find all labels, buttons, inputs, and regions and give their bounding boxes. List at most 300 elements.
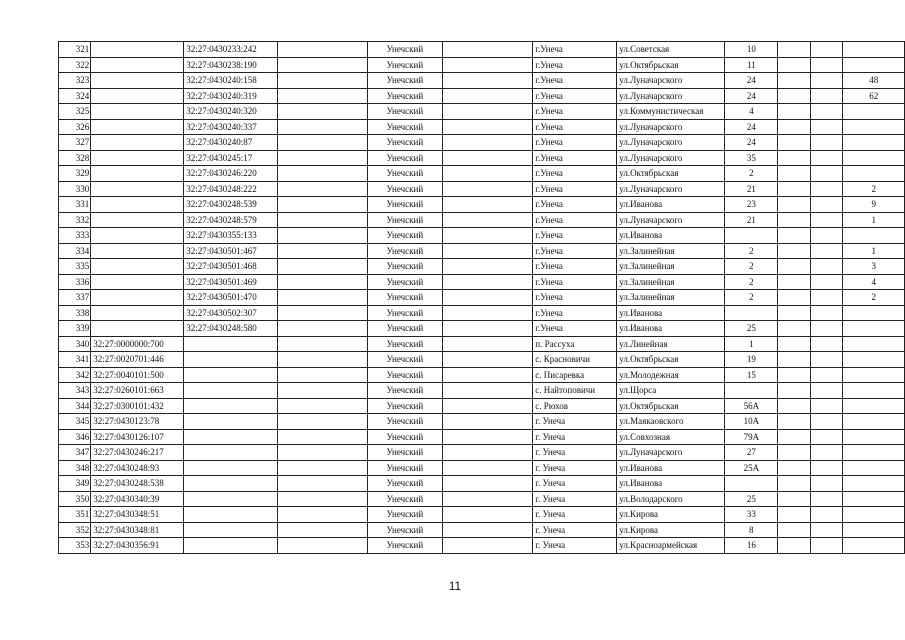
locality-cell: г. Унеча: [533, 491, 617, 507]
empty-cell: [278, 414, 367, 430]
empty-cell: [278, 538, 367, 554]
apartment-cell: [843, 336, 905, 352]
empty-cell: [810, 104, 843, 120]
empty-cell: [442, 73, 532, 89]
district-cell: Унечский: [367, 538, 442, 554]
empty-cell: [810, 197, 843, 213]
street-cell: ул.Иванова: [617, 476, 725, 492]
empty-cell: [278, 228, 367, 244]
apartment-cell: [843, 57, 905, 73]
cadastral-number-a: [91, 73, 184, 89]
empty-cell: [278, 135, 367, 151]
cadastral-number-a: [91, 274, 184, 290]
street-cell: ул.Луначарского: [617, 212, 725, 228]
empty-cell: [442, 166, 532, 182]
cadastral-number-b: 32:27:0430240:87: [184, 135, 278, 151]
empty-cell: [810, 367, 843, 383]
empty-cell: [278, 212, 367, 228]
locality-cell: с. Найтоповичи: [533, 383, 617, 399]
empty-cell: [810, 119, 843, 135]
locality-cell: г.Унеча: [533, 197, 617, 213]
street-cell: ул.Октябрьская: [617, 166, 725, 182]
cadastral-number-a: 32:27:0000000:700: [91, 336, 184, 352]
house-number-cell: 24: [725, 73, 778, 89]
empty-cell: [810, 429, 843, 445]
empty-cell: [278, 321, 367, 337]
cadastral-number-a: [91, 305, 184, 321]
cadastral-number-a: [91, 104, 184, 120]
empty-cell: [442, 321, 532, 337]
cadastral-number-a: 32:27:0430348:81: [91, 522, 184, 538]
empty-cell: [810, 166, 843, 182]
street-cell: ул.Линейная: [617, 336, 725, 352]
cadastral-number-a: 32:27:0300101:432: [91, 398, 184, 414]
cadastral-number-a: [91, 88, 184, 104]
table-row: [59, 197, 905, 213]
district-cell: Унечский: [367, 398, 442, 414]
district-cell: Унечский: [367, 259, 442, 275]
apartment-cell: 2: [843, 181, 905, 197]
cadastral-number-b: 32:27:0430238:190: [184, 57, 278, 73]
locality-cell: г.Унеча: [533, 150, 617, 166]
empty-cell: [810, 383, 843, 399]
row-number: 348: [59, 460, 91, 476]
cadastral-number-b: 32:27:0430240:319: [184, 88, 278, 104]
district-cell: Унечский: [367, 135, 442, 151]
cadastral-number-a: 32:27:0430246:217: [91, 445, 184, 461]
table-row: [59, 290, 905, 306]
street-cell: ул.Коммунистическая: [617, 104, 725, 120]
cadastral-number-b: [184, 336, 278, 352]
house-number-cell: 24: [725, 119, 778, 135]
row-number: 323: [59, 73, 91, 89]
locality-cell: г.Унеча: [533, 305, 617, 321]
empty-cell: [778, 104, 811, 120]
empty-cell: [442, 398, 532, 414]
locality-cell: г.Унеча: [533, 228, 617, 244]
cadastral-number-b: [184, 445, 278, 461]
street-cell: ул.Иванова: [617, 321, 725, 337]
table-row: [59, 460, 905, 476]
apartment-cell: 1: [843, 212, 905, 228]
house-number-cell: 79А: [725, 429, 778, 445]
row-number: 324: [59, 88, 91, 104]
empty-cell: [810, 212, 843, 228]
apartment-cell: 48: [843, 73, 905, 89]
empty-cell: [778, 181, 811, 197]
empty-cell: [442, 212, 532, 228]
cadastral-number-b: [184, 476, 278, 492]
cadastral-number-a: [91, 290, 184, 306]
district-cell: Унечский: [367, 522, 442, 538]
empty-cell: [810, 460, 843, 476]
empty-cell: [778, 336, 811, 352]
row-number: 339: [59, 321, 91, 337]
table-row: [59, 538, 905, 554]
street-cell: ул.Красноармейская: [617, 538, 725, 554]
table-row: [59, 119, 905, 135]
street-cell: ул.Октябрьская: [617, 352, 725, 368]
apartment-cell: [843, 429, 905, 445]
empty-cell: [278, 507, 367, 523]
empty-cell: [778, 491, 811, 507]
empty-cell: [442, 367, 532, 383]
empty-cell: [278, 166, 367, 182]
locality-cell: г.Унеча: [533, 274, 617, 290]
empty-cell: [442, 383, 532, 399]
cadastral-number-b: [184, 429, 278, 445]
house-number-cell: 25А: [725, 460, 778, 476]
house-number-cell: 8: [725, 522, 778, 538]
row-number: 345: [59, 414, 91, 430]
cadastral-number-a: 32:27:0430126:107: [91, 429, 184, 445]
empty-cell: [442, 104, 532, 120]
cadastral-number-a: [91, 42, 184, 58]
house-number-cell: 2: [725, 274, 778, 290]
cadastral-number-b: [184, 460, 278, 476]
empty-cell: [278, 259, 367, 275]
locality-cell: г.Унеча: [533, 104, 617, 120]
row-number: 334: [59, 243, 91, 259]
locality-cell: г.Унеча: [533, 57, 617, 73]
row-number: 331: [59, 197, 91, 213]
street-cell: ул.Луначарского: [617, 135, 725, 151]
cadastral-number-b: 32:27:0430501:468: [184, 259, 278, 275]
cadastral-number-a: 32:27:0430123:78: [91, 414, 184, 430]
empty-cell: [810, 42, 843, 58]
empty-cell: [810, 181, 843, 197]
cadastral-number-b: 32:27:0430502:307: [184, 305, 278, 321]
empty-cell: [778, 42, 811, 58]
empty-cell: [810, 150, 843, 166]
house-number-cell: 25: [725, 321, 778, 337]
cadastral-number-a: [91, 197, 184, 213]
apartment-cell: [843, 491, 905, 507]
empty-cell: [278, 150, 367, 166]
street-cell: ул.Луначарского: [617, 119, 725, 135]
row-number: 337: [59, 290, 91, 306]
table-row: [59, 367, 905, 383]
locality-cell: г.Унеча: [533, 42, 617, 58]
cadastral-number-b: 32:27:0430501:469: [184, 274, 278, 290]
district-cell: Унечский: [367, 507, 442, 523]
street-cell: ул.Иванова: [617, 305, 725, 321]
empty-cell: [810, 507, 843, 523]
cadastral-number-b: [184, 398, 278, 414]
apartment-cell: [843, 352, 905, 368]
house-number-cell: 27: [725, 445, 778, 461]
house-number-cell: 33: [725, 507, 778, 523]
district-cell: Унечский: [367, 119, 442, 135]
locality-cell: г.Унеча: [533, 259, 617, 275]
empty-cell: [278, 305, 367, 321]
apartment-cell: [843, 522, 905, 538]
empty-cell: [442, 429, 532, 445]
district-cell: Унечский: [367, 104, 442, 120]
cadastral-number-b: 32:27:0430501:470: [184, 290, 278, 306]
empty-cell: [278, 290, 367, 306]
locality-cell: г. Унеча: [533, 414, 617, 430]
apartment-cell: [843, 383, 905, 399]
cadastral-number-a: 32:27:0430348:51: [91, 507, 184, 523]
house-number-cell: 10: [725, 42, 778, 58]
cadastral-number-b: 32:27:0430355:133: [184, 228, 278, 244]
row-number: 322: [59, 57, 91, 73]
district-cell: Унечский: [367, 57, 442, 73]
table-row: [59, 181, 905, 197]
locality-cell: г.Унеча: [533, 321, 617, 337]
empty-cell: [778, 119, 811, 135]
apartment-cell: [843, 166, 905, 182]
street-cell: ул.Залинейная: [617, 243, 725, 259]
empty-cell: [442, 352, 532, 368]
empty-cell: [810, 538, 843, 554]
empty-cell: [810, 73, 843, 89]
cadastral-number-b: [184, 414, 278, 430]
empty-cell: [278, 274, 367, 290]
table-row: [59, 445, 905, 461]
house-number-cell: 2: [725, 166, 778, 182]
apartment-cell: [843, 507, 905, 523]
cadastral-number-a: 32:27:0260101:663: [91, 383, 184, 399]
empty-cell: [778, 166, 811, 182]
empty-cell: [810, 57, 843, 73]
street-cell: ул.Иванова: [617, 460, 725, 476]
district-cell: Унечский: [367, 181, 442, 197]
apartment-cell: [843, 119, 905, 135]
empty-cell: [810, 491, 843, 507]
house-number-cell: 11: [725, 57, 778, 73]
empty-cell: [442, 259, 532, 275]
table-row: [59, 429, 905, 445]
empty-cell: [778, 259, 811, 275]
district-cell: Унечский: [367, 150, 442, 166]
cadastral-number-b: 32:27:0430240:337: [184, 119, 278, 135]
locality-cell: г.Унеча: [533, 166, 617, 182]
empty-cell: [278, 119, 367, 135]
empty-cell: [278, 197, 367, 213]
cadastral-number-a: [91, 166, 184, 182]
cadastral-number-a: 32:27:0430248:538: [91, 476, 184, 492]
street-cell: ул.Иванова: [617, 228, 725, 244]
empty-cell: [278, 243, 367, 259]
cadastral-number-b: [184, 352, 278, 368]
row-number: 342: [59, 367, 91, 383]
empty-cell: [810, 88, 843, 104]
district-cell: Унечский: [367, 367, 442, 383]
cadastral-number-b: 32:27:0430248:539: [184, 197, 278, 213]
cadastral-number-a: [91, 321, 184, 337]
empty-cell: [278, 383, 367, 399]
cadastral-number-b: 32:27:0430248:222: [184, 181, 278, 197]
empty-cell: [810, 321, 843, 337]
table-row: [59, 336, 905, 352]
table-row: [59, 228, 905, 244]
empty-cell: [778, 429, 811, 445]
district-cell: Унечский: [367, 42, 442, 58]
empty-cell: [778, 228, 811, 244]
empty-cell: [810, 290, 843, 306]
table-row: [59, 352, 905, 368]
row-number: 341: [59, 352, 91, 368]
table-row: [59, 73, 905, 89]
locality-cell: г.Унеча: [533, 212, 617, 228]
house-number-cell: [725, 305, 778, 321]
apartment-cell: [843, 476, 905, 492]
locality-cell: с. Красновичи: [533, 352, 617, 368]
cadastral-number-a: [91, 150, 184, 166]
empty-cell: [442, 150, 532, 166]
cadastral-number-b: [184, 383, 278, 399]
empty-cell: [442, 88, 532, 104]
row-number: 332: [59, 212, 91, 228]
empty-cell: [778, 150, 811, 166]
locality-cell: с. Писаревка: [533, 367, 617, 383]
table-row: [59, 259, 905, 275]
house-number-cell: 23: [725, 197, 778, 213]
house-number-cell: 15: [725, 367, 778, 383]
page-number: 11: [448, 579, 462, 593]
table-row: [59, 42, 905, 58]
street-cell: ул.Иванова: [617, 197, 725, 213]
house-number-cell: 21: [725, 212, 778, 228]
empty-cell: [278, 429, 367, 445]
cadastral-number-a: [91, 119, 184, 135]
cadastral-number-a: 32:27:0430356:91: [91, 538, 184, 554]
cadastral-number-a: [91, 181, 184, 197]
empty-cell: [810, 414, 843, 430]
street-cell: ул.Советская: [617, 42, 725, 58]
table-row: [59, 507, 905, 523]
locality-cell: г.Унеча: [533, 135, 617, 151]
table-row: [59, 150, 905, 166]
empty-cell: [278, 445, 367, 461]
locality-cell: г.Унеча: [533, 119, 617, 135]
cadastral-number-b: 32:27:0430240:320: [184, 104, 278, 120]
cadastral-number-b: [184, 538, 278, 554]
cadastral-number-b: 32:27:0430233:242: [184, 42, 278, 58]
table-row: [59, 104, 905, 120]
empty-cell: [278, 522, 367, 538]
district-cell: Унечский: [367, 243, 442, 259]
empty-cell: [442, 135, 532, 151]
table-row: [59, 321, 905, 337]
locality-cell: г.Унеча: [533, 181, 617, 197]
empty-cell: [442, 42, 532, 58]
table-row: [59, 491, 905, 507]
street-cell: ул.Щорса: [617, 383, 725, 399]
apartment-cell: [843, 538, 905, 554]
apartment-cell: [843, 367, 905, 383]
table-row: [59, 305, 905, 321]
locality-cell: г. Унеча: [533, 538, 617, 554]
district-cell: Унечский: [367, 274, 442, 290]
district-cell: Унечский: [367, 197, 442, 213]
table-row: [59, 414, 905, 430]
street-cell: ул.Володарского: [617, 491, 725, 507]
cadastral-number-a: [91, 212, 184, 228]
table-row: [59, 383, 905, 399]
apartment-cell: [843, 228, 905, 244]
row-number: 330: [59, 181, 91, 197]
cadastral-number-a: 32:27:0430340:39: [91, 491, 184, 507]
apartment-cell: 4: [843, 274, 905, 290]
cadastral-number-b: [184, 491, 278, 507]
row-number: 350: [59, 491, 91, 507]
empty-cell: [442, 476, 532, 492]
cadastral-number-b: 32:27:0430246:220: [184, 166, 278, 182]
empty-cell: [810, 274, 843, 290]
empty-cell: [442, 507, 532, 523]
empty-cell: [778, 135, 811, 151]
district-cell: Унечский: [367, 476, 442, 492]
row-number: 353: [59, 538, 91, 554]
empty-cell: [278, 42, 367, 58]
apartment-cell: [843, 445, 905, 461]
empty-cell: [810, 336, 843, 352]
cadastral-number-b: [184, 367, 278, 383]
empty-cell: [778, 538, 811, 554]
row-number: 326: [59, 119, 91, 135]
locality-cell: г. Унеча: [533, 460, 617, 476]
empty-cell: [442, 57, 532, 73]
district-cell: Унечский: [367, 414, 442, 430]
empty-cell: [442, 119, 532, 135]
house-number-cell: 1: [725, 336, 778, 352]
apartment-cell: 2: [843, 290, 905, 306]
district-cell: Унечский: [367, 383, 442, 399]
empty-cell: [778, 274, 811, 290]
empty-cell: [810, 522, 843, 538]
empty-cell: [278, 73, 367, 89]
row-number: 351: [59, 507, 91, 523]
empty-cell: [442, 305, 532, 321]
house-number-cell: 10А: [725, 414, 778, 430]
empty-cell: [810, 135, 843, 151]
empty-cell: [278, 336, 367, 352]
empty-cell: [810, 445, 843, 461]
house-number-cell: 25: [725, 491, 778, 507]
apartment-cell: 3: [843, 259, 905, 275]
empty-cell: [278, 367, 367, 383]
cadastral-number-b: 32:27:0430248:580: [184, 321, 278, 337]
empty-cell: [810, 228, 843, 244]
apartment-cell: [843, 460, 905, 476]
table-row: [59, 57, 905, 73]
empty-cell: [778, 445, 811, 461]
empty-cell: [442, 197, 532, 213]
row-number: 352: [59, 522, 91, 538]
table-row: [59, 212, 905, 228]
empty-cell: [278, 181, 367, 197]
empty-cell: [278, 476, 367, 492]
locality-cell: г. Унеча: [533, 429, 617, 445]
table-row: [59, 135, 905, 151]
empty-cell: [442, 228, 532, 244]
district-cell: Унечский: [367, 445, 442, 461]
cadastral-number-a: 32:27:0020701:446: [91, 352, 184, 368]
apartment-cell: [843, 150, 905, 166]
table-row: [59, 243, 905, 259]
street-cell: ул.Луначарского: [617, 181, 725, 197]
apartment-cell: [843, 135, 905, 151]
empty-cell: [278, 57, 367, 73]
street-cell: ул.Луначарского: [617, 445, 725, 461]
table-row: [59, 476, 905, 492]
district-cell: Унечский: [367, 491, 442, 507]
empty-cell: [442, 414, 532, 430]
empty-cell: [278, 88, 367, 104]
